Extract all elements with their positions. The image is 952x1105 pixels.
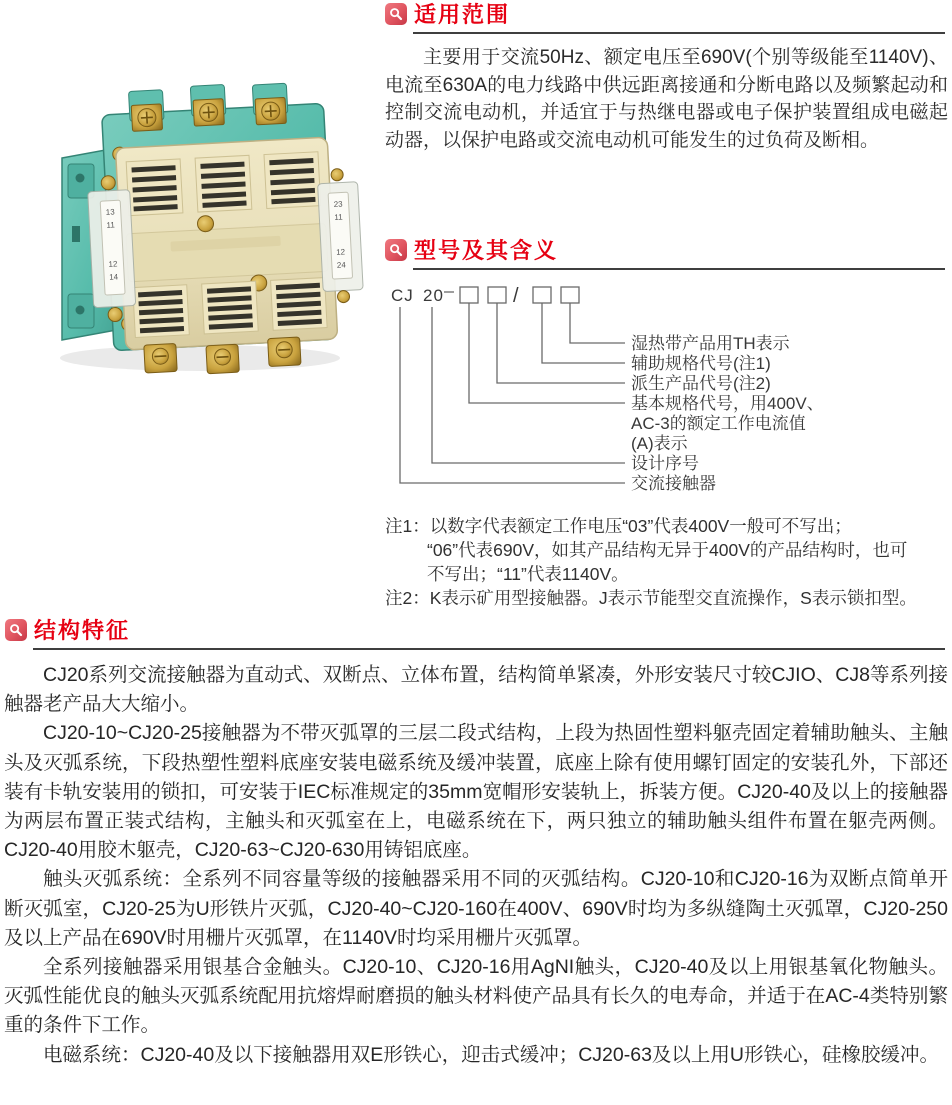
structure-body xyxy=(4,661,948,1103)
front-screw-top xyxy=(197,215,214,232)
application-paragraph: 主要用于交流50Hz、额定电压至690V(个别等级能至1140V)、电流至630A的电力线路中供远距离接通和分断电路以及频繁起动和控制交流电动机，并适宜于与热继电器或电子保护装置组成电磁起动器，以保护电路或交流电动机可能发生的过负荷及断相。 xyxy=(385,47,948,151)
note-1-line-1: 注1：以数字代表额定工作电压“03”代表400V一般可不写出； xyxy=(385,516,852,536)
model-label-series: 设计序号 xyxy=(631,454,699,473)
structure-paragraph-5: 电磁系统：CJ20-40及以下接触器用双E形铁心，迎击式缓冲；CJ20-63及以上用U形铁心，硅橡胶缓冲。 xyxy=(43,1043,940,1066)
aux-terminal-left xyxy=(87,175,137,323)
section-rule-model xyxy=(413,268,945,270)
structure-paragraph-3: 触头灭弧系统：全系列不同容量等级的接触器采用不同的灭弧结构。CJ20-10和CJ20-16为双断点简单开断灭弧室，CJ20-25为U形铁片灭弧，CJ20-40~CJ20-160在400V、690V时均为多纵缝陶土灭弧罩，CJ20-250及以上产品在690V时用栅片灭弧罩，在1140V时均采用栅片灭弧罩。 xyxy=(4,868,948,949)
connector-basic xyxy=(469,303,625,403)
magnifier-icon xyxy=(385,3,407,25)
structure-paragraph-2: CJ20-10~CJ20-25接触器为不带灭弧罩的三层二段式结构，上段为热固性塑料躯壳固定着辅助触头、主触头及灭弧系统，下段热塑性塑料底座安装电磁系统及缓冲装置，底座上除有使用螺钉固定的安装孔外，下部还装有卡轨安装用的锁扣，可安装于IEC标准规定的35mm宽帽形安装轨上，拆装方便。CJ20-40及以上的接触器为两层布置正装式结构，主触头和灭弧室在上，电磁系统在下，两只独立的辅助触头组件布置在躯壳两侧。CJ20-40用胶木躯壳，CJ20-63~CJ20-630用铸铝底座。 xyxy=(4,722,948,862)
structure-paragraph-4: 全系列接触器采用银基合金触头。CJ20-10、CJ20-16用AgNI触头，CJ20-40及以上用银基氧化物触头。灭弧性能优良的触头灭弧系统配用抗熔焊耐磨损的触头材料使产品具有长久的电寿命，并适于在AC-4类特别繁重的条件下工作。 xyxy=(4,956,948,1037)
vent-grilles-bottom xyxy=(133,278,327,338)
terminal-number: 24 xyxy=(336,260,347,270)
model-designation-diagram xyxy=(385,281,952,518)
model-label-prefix: 交流接触器 xyxy=(631,474,716,493)
model-label-basic-2: AC-3的额定工作电流值 xyxy=(631,414,806,433)
top-terminals xyxy=(128,81,288,131)
terminal-number: 14 xyxy=(108,272,119,282)
section-title-structure: 结构特征 xyxy=(34,618,131,643)
application-body xyxy=(385,44,948,154)
section-title-model: 型号及其含义 xyxy=(414,238,559,263)
model-prefix: CJ xyxy=(391,286,414,305)
magnifier-icon xyxy=(5,619,27,641)
structure-paragraph-1: CJ20系列交流接触器为直动式、双断点、立体布置，结构简单紧凑，外形安装尺寸较CJIO、CJ8等系列接触器老产品大大缩小。 xyxy=(4,664,948,716)
magnifier-icon xyxy=(385,239,407,261)
code-box-1 xyxy=(460,287,478,303)
nameplate-band xyxy=(126,223,328,281)
model-slash: / xyxy=(513,285,520,307)
aux-terminal-right xyxy=(317,168,364,304)
model-series: 20 xyxy=(423,286,444,305)
terminal-number: 23 xyxy=(333,199,343,209)
section-header-structure xyxy=(5,619,130,643)
note-1-line-3: 不写出；“11”代表1140V。 xyxy=(427,564,629,584)
connector-prefix xyxy=(400,307,625,483)
terminal-number: 11 xyxy=(106,220,116,230)
terminal-number: 12 xyxy=(108,259,118,269)
connector-th xyxy=(570,303,625,343)
code-box-3 xyxy=(533,287,551,303)
code-box-4 xyxy=(561,287,579,303)
terminal-number: 13 xyxy=(105,207,115,217)
terminal-number: 11 xyxy=(334,212,343,222)
model-label-derived: 派生产品代号(注2) xyxy=(631,374,771,393)
terminal-number: 12 xyxy=(335,247,346,257)
connector-aux xyxy=(542,303,625,363)
section-header-model xyxy=(385,239,558,263)
model-label-basic-1: 基本规格代号，用400V、 xyxy=(631,394,824,413)
note-2-line-1: 注2：K表示矿用型接触器。J表示节能型交直流操作，S表示锁扣型。 xyxy=(385,588,917,608)
product-photo xyxy=(20,58,375,388)
code-box-2 xyxy=(488,287,506,303)
model-label-aux: 辅助规格代号(注1) xyxy=(631,354,771,373)
contactor-illustration xyxy=(20,58,375,388)
section-rule-structure xyxy=(33,648,945,650)
note-1-line-2: “06”代表690V，如其产品结构无异于400V的产品结构时，也可 xyxy=(427,540,908,560)
section-header-application xyxy=(385,3,510,27)
vent-grilles-top xyxy=(126,152,321,216)
model-label-basic-3: (A)表示 xyxy=(631,434,688,453)
model-label-th: 湿热带产品用TH表示 xyxy=(631,334,790,353)
section-title-application: 适用范围 xyxy=(414,2,511,27)
section-rule-application xyxy=(413,32,945,34)
connector-series xyxy=(432,307,625,463)
